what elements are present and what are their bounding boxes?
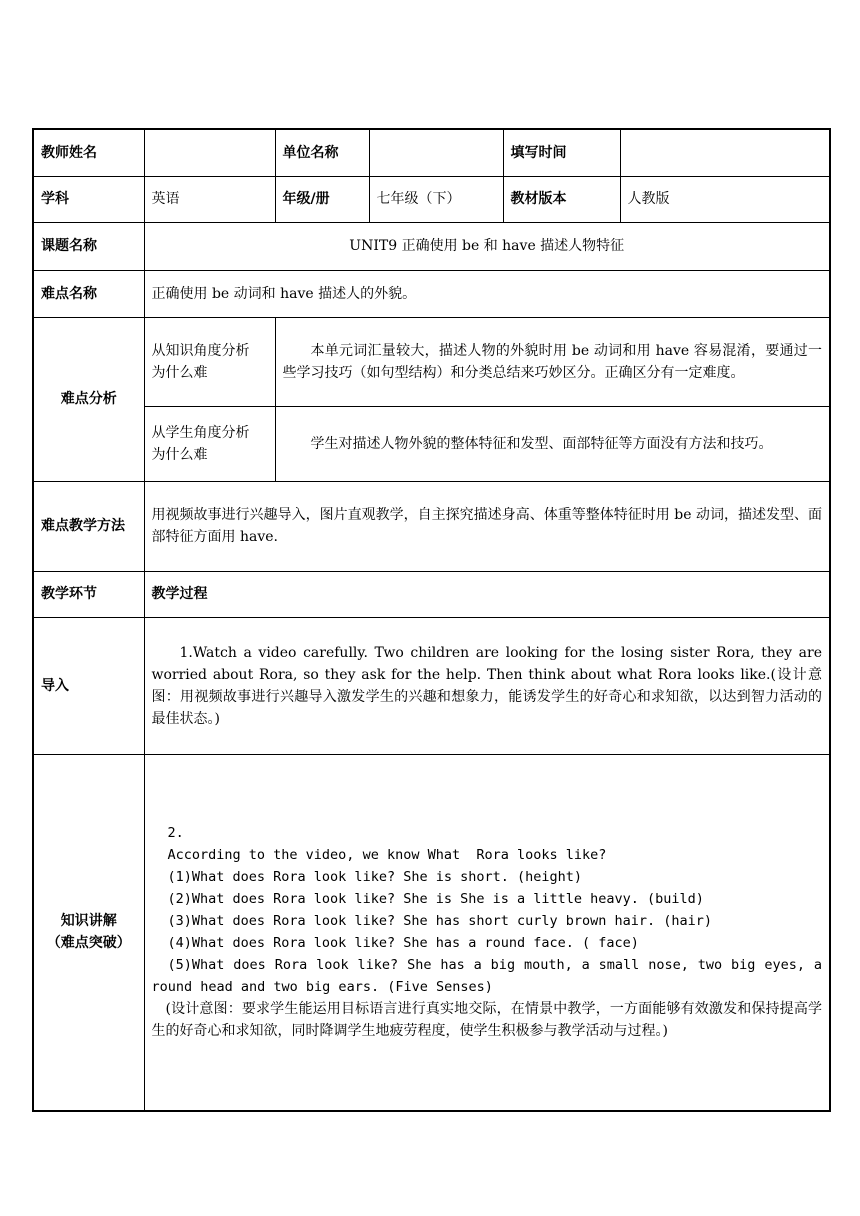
analysis-knowledge-row [33,317,830,406]
knowledge-design-note: (设计意图：要求学生能运用目标语言进行真实地交际，在情景中教学，一方面能够有效激发和保持提高学生的好奇心和求知欲，同时降调学生地疲劳程度，使学生积极参与教学活动与过程。) [151,1001,822,1040]
knowledge-explain-label [33,754,144,1111]
header-row-2 [33,176,830,222]
topic-label: 课题名称 [33,222,144,270]
difficulty-label: 难点名称 [33,270,144,317]
teacher-name-label: 教师姓名 [33,129,144,176]
stage-header-label: 教学环节 [33,571,144,617]
knowledge-angle-label [144,317,275,406]
knowledge-number: 2. [167,825,184,842]
fill-date-value[interactable] [620,129,830,176]
lesson-plan-table [32,128,831,1112]
header-row-1 [33,129,830,176]
intro-label: 导入 [33,617,144,754]
grade-value: 七年级（下） [369,176,503,222]
intro-row [33,617,830,754]
edition-value: 人教版 [620,176,830,222]
student-angle-text: 学生对描述人物外貌的整体特征和发型、面部特征等方面没有方法和技巧。 [275,406,830,481]
knowledge-line-2: (2)What does Rora look like? She is She is a little heavy. (build) [167,891,704,908]
student-angle-label-line2: 为什么难 [151,446,208,463]
method-label: 难点教学方法 [33,481,144,571]
knowledge-angle-text: 本单元词汇量较大，描述人物的外貌时用 be 动词和用 have 容易混淆，要通过一些学习技巧（如句型结构）和分类总结来巧妙区分。正确区分有一定难度。 [275,317,830,406]
intro-text: 1.Watch a video carefully. Two children are looking for the losing sister Rora, they are worried about Rora, so they ask for the help. Then think about what Rora looks like.(设计意图：用视频故事进行兴趣导入激发学生的兴趣和想象力，能诱发学生的好奇心和求知欲，以达到智力活动的最佳状态。) [144,617,830,754]
fill-date-label: 填写时间 [503,129,620,176]
knowledge-lead: According to the video, we know What Rora looks like? [167,847,607,864]
knowledge-explain-content [144,754,830,1111]
knowledge-angle-label-line1: 从知识角度分析 [151,342,250,359]
analysis-student-row [33,406,830,481]
knowledge-angle-label-line2: 为什么难 [151,364,208,381]
teacher-name-value[interactable] [144,129,275,176]
method-text: 用视频故事进行兴趣导入，图片直观教学，自主探究描述身高、体重等整体特征时用 be 动词，描述发型、面部特征方面用 have. [144,481,830,571]
unit-name-label: 单位名称 [275,129,369,176]
analysis-label: 难点分析 [33,317,144,481]
subject-label: 学科 [33,176,144,222]
subject-value: 英语 [144,176,275,222]
edition-label: 教材版本 [503,176,620,222]
student-angle-label-line1: 从学生角度分析 [151,424,250,441]
knowledge-line-1: (1)What does Rora look like? She is short. (height) [167,869,583,886]
process-header-label: 教学过程 [144,571,830,617]
method-row [33,481,830,571]
lesson-plan-sheet [32,128,829,1112]
knowledge-explain-label-line2: （难点突破） [46,935,131,952]
process-header-row [33,571,830,617]
difficulty-value: 正确使用 be 动词和 have 描述人的外貌。 [144,270,830,317]
knowledge-explain-label-line1: 知识讲解 [60,913,117,930]
knowledge-line-4: (4)What does Rora look like? She has a round face. ( face) [167,935,639,952]
student-angle-label [144,406,275,481]
topic-value: UNIT9 正确使用 be 和 have 描述人物特征 [144,222,830,270]
knowledge-row [33,754,830,1111]
knowledge-line-5: (5)What does Rora look like? She has a big mouth, a small nose, two big eyes, a round head and two big ears. (Five Senses) [151,957,831,996]
knowledge-line-3: (3)What does Rora look like? She has short curly brown hair. (hair) [167,913,713,930]
topic-row [33,222,830,270]
unit-name-value[interactable] [369,129,503,176]
difficulty-row [33,270,830,317]
grade-label: 年级/册 [275,176,369,222]
